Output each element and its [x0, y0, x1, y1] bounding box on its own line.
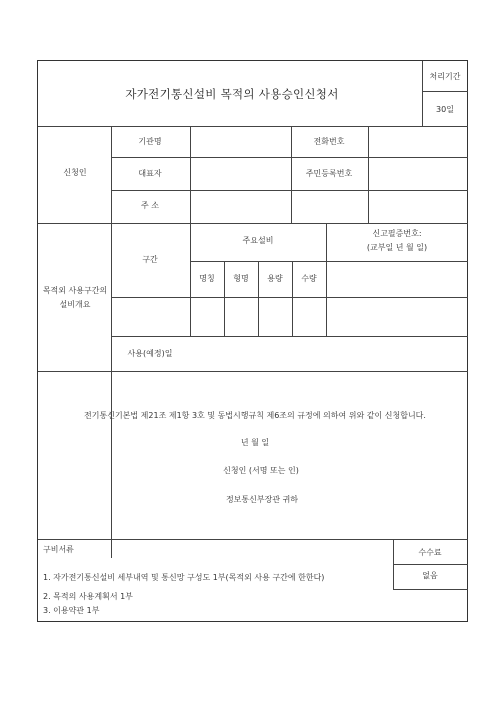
- facility-section-label-line2: 설비개요: [59, 300, 91, 309]
- resident-number-label: 주민등록번호: [305, 169, 353, 178]
- certificate-number-label: 신고필증번호:: [372, 229, 422, 238]
- equipment-name-field[interactable]: [191, 298, 223, 335]
- zone-label: 구간: [142, 255, 158, 264]
- equipment-model-field[interactable]: [225, 298, 257, 335]
- certificate-field[interactable]: [327, 262, 467, 335]
- address-field[interactable]: [191, 191, 467, 222]
- agency-field[interactable]: [191, 127, 290, 156]
- representative-field[interactable]: [191, 158, 290, 189]
- divider: [38, 223, 468, 224]
- equipment-quantity-field[interactable]: [293, 298, 325, 335]
- divider: [422, 61, 423, 126]
- certificate-issue-date: (교부일 년 월 일): [366, 243, 428, 252]
- divider: [38, 371, 468, 372]
- attachment-item: 1. 자가전기통신설비 세부내역 및 통신망 구성도 1부(목적외 사용 구간에 한한다): [43, 573, 325, 582]
- representative-label: 대표자: [138, 169, 162, 178]
- resident-number-field[interactable]: [369, 158, 467, 189]
- divider: [393, 589, 468, 590]
- divider: [393, 564, 468, 565]
- facility-section-label-line1: 목적외 사용구간의: [42, 286, 108, 295]
- divider: [422, 91, 468, 92]
- applicant-section-label: 신청인: [63, 168, 87, 177]
- column-model: 형명: [233, 274, 249, 283]
- phone-label: 전화번호: [313, 137, 345, 146]
- attachments-label: 구비서류: [43, 545, 74, 554]
- declaration-statement: 전기통신기본법 제21조 제1항 3호 및 동법시행규칙 제6조의 규정에 의하여 위와 같이 신청합니다.: [84, 411, 426, 420]
- processing-period-label: 처리기간: [429, 72, 461, 81]
- declaration-date: 년 월 일: [240, 438, 270, 447]
- fee-value: 없음: [422, 571, 438, 580]
- zone-field[interactable]: [112, 298, 189, 335]
- addressee: 정보통신부장관 귀하: [225, 495, 299, 504]
- divider: [38, 539, 468, 540]
- column-name: 명칭: [199, 274, 215, 283]
- application-form: [37, 60, 468, 622]
- column-quantity: 수량: [301, 274, 317, 283]
- main-equipment-label: 주요설비: [242, 236, 274, 245]
- equipment-capacity-field[interactable]: [259, 298, 291, 335]
- usage-period-label: 사용(예정)일: [127, 349, 173, 358]
- form-title: 자가전기통신설비 목적의 사용승인신청서: [125, 87, 339, 101]
- attachment-item: 3. 이용약관 1부: [43, 606, 100, 615]
- fee-label: 수수료: [418, 548, 442, 557]
- column-capacity: 용량: [267, 274, 283, 283]
- usage-period-field[interactable]: [191, 337, 467, 370]
- address-label: 주 소: [141, 201, 159, 210]
- agency-label: 기관명: [138, 137, 162, 146]
- declaration-applicant-signature: 신청인 (서명 또는 인): [223, 466, 299, 475]
- phone-field[interactable]: [369, 127, 467, 156]
- attachment-item: 2. 목적의 사용계획서 1부: [43, 592, 133, 601]
- processing-period-value: 30일: [436, 105, 454, 114]
